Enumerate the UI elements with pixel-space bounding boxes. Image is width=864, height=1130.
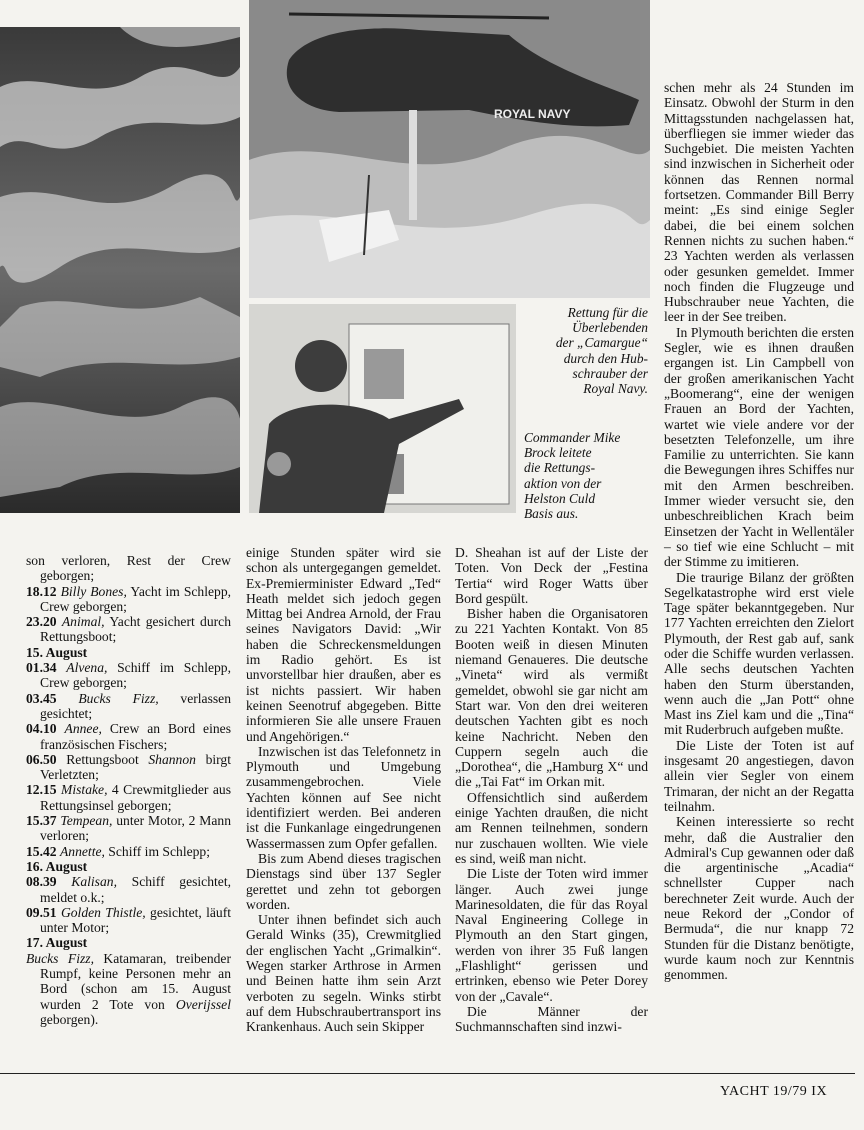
log-entry: 23.20 Animal, Yacht gesichert durch Rettungsboot;	[26, 614, 231, 645]
footer-rule	[0, 1073, 855, 1074]
commander-caption: Commander Mike Brock leitete die Rettungs- aktion von der Helston Culd Basis aus.	[524, 430, 621, 522]
page-footer: YACHT 19/79 IX	[720, 1084, 828, 1099]
log-entry: 04.10 Annee, Crew an Bord eines französischen Fischers;	[26, 721, 231, 752]
log-entry: 15.42 Annette, Schiff im Schlepp;	[26, 843, 210, 859]
paragraph: In Plymouth berichten die ersten Segler, wie es ihnen draußen ergangen ist. Lin Campbell von der großen amerikanischen Yacht „Boomerang“, eine der wenigen Frauen an Bord der Yachten, wartet wie viele andere vor der besetzten Telefonzelle, um ihre Familie zu unterrichten. Sie kann die Bewegungen ihres Schiffes nur mit den Armen beschreiben. Immer wieder versucht sie, den unbeschreiblichen Krach beim Einsetzen der Yacht in Wellentäler – so tief wie eine Schlucht – mit der Stimme zu imitieren.	[664, 324, 855, 570]
paragraph: Bisher haben die Organisatoren zu 221 Yachten Kontakt. Von 85 Booten weiß in diesen Minuten niemand Genaueres. Die deutsche „Vineta“ wird als vermißt gemeldet, obwohl sie gar nicht am Start war. Von den drei weiteren deutschen Yachten gibt es noch keine Nachricht. Neben den Cuppern segeln auch die „Dorothea“, die „Hamburg X“ und die „Tai Fat“ im Orkan mit.	[455, 606, 648, 790]
rescue-caption: Rettung für die Überlebenden der „Camargue“ durch den Hub- schrauber der Royal Navy.	[555, 305, 648, 397]
log-day-heading: 16. August	[26, 858, 88, 874]
helicopter-marking: ROYAL NAVY	[494, 107, 571, 121]
log-entry: 18.12 Billy Bones, Yacht im Schlepp, Crew geborgen;	[26, 583, 232, 614]
rescue-log	[26, 553, 231, 1027]
log-entry: 03.45 Bucks Fizz, verlassen gesichtet;	[26, 690, 232, 721]
paragraph: Die Liste der Toten wird immer länger. Auch zwei junge Marinesoldaten, die für das Royal Naval Engineering College in Plymouth an den Start gingen, werden von ihrer 35 Fuß langen „Flashlight“ gerissen und ertrinken, ebenso wie Peter Dorey von der „Cavale“.	[455, 866, 648, 1004]
commander-photo	[249, 304, 516, 513]
log-day-heading: 17. August	[26, 935, 88, 951]
log-entry: son verloren, Rest der Crew geborgen;	[26, 553, 231, 584]
paragraph: Inzwischen ist das Telefonnetz in Plymouth und Umgebung zusammengebrochen. Viele Yachten können auf See nicht identifiziert werden. Bei anderen ist die Funkanlage eingedrungenen Wassermassen zum Opfer gefallen.	[246, 743, 441, 851]
log-day-heading: 15. August	[26, 644, 88, 660]
helicopter-photo	[249, 0, 650, 298]
paragraph: Bis zum Abend dieses tragischen Dienstags sind über 137 Segler gerettet und zehn tot geborgen worden.	[246, 850, 441, 912]
article-column-2	[246, 545, 441, 1035]
log-entry: 12.15 Mistake, 4 Crewmitglieder aus Rettungsinsel geborgen;	[26, 782, 231, 813]
article-column-3	[455, 545, 648, 1035]
log-entry: 15.37 Tempean, unter Motor, 2 Mann verloren;	[26, 813, 232, 844]
sea-photo	[0, 27, 240, 513]
log-entry: 06.50 Rettungsboot Shannon birgt Verletzten;	[26, 751, 231, 783]
paragraph: schen mehr als 24 Stunden im Einsatz. Obwohl der Sturm in den Mittagsstunden nachgelassen hat, überfliegen sie immer wieder das Suchgebiet. Die meisten Yachten sind inzwischen in Sicherheit oder können das Rennen normal fortsetzen. Commander Bill Berry meint: „Es sind einige Segler dabei, die bei einem solchen Rennen nichts zu suchen haben.“ 23 Yachten werden als verlassen oder gesunken gemeldet. Immer noch finden die Flugzeuge und Hubschrauber neue Yachten, die leer in der See treiben.	[664, 80, 854, 325]
paragraph: Offensichtlich sind außerdem einige Yachten draußen, die nicht am Rennen teilnehmen, sondern nur zuschauen wollten. Wie viele es sind, weiß man nicht.	[455, 789, 648, 866]
log-entry: Bucks Fizz, Katamaran, treibender Rumpf, keine Personen mehr an Bord (schon am 15. August wurden 2 Tote von Overijssel geborgen).	[26, 950, 231, 1027]
paragraph: einige Stunden später wird sie schon als untergegangen gemeldet. Ex-Premierminister Edward „Ted“ Heath meldet sich jedoch gegen Mittag bei Andrea Arnold, der Frau seines Navigators David: „Wir haben die Schreckensmeldungen im Radio gehört. Es ist unvorstellbar hier draußen, aber es ist nichts passiert. Wir haben keinen Seenotruf abgegeben. Bitte informieren Sie alle unsere Frauen und Angehörigen.“	[246, 545, 441, 744]
paragraph: Die Männer der Suchmannschaften sind inzwi-	[455, 1003, 648, 1035]
log-entry: 09.51 Golden Thistle, gesichtet, läuft unter Motor;	[26, 904, 232, 936]
article-column-4	[664, 80, 854, 983]
log-entry: 01.34 Alvena, Schiff im Schlepp, Crew geborgen;	[26, 660, 232, 691]
log-entry: 08.39 Kalisan, Schiff gesichtet, meldet o.k.;	[26, 874, 231, 905]
paragraph: Die Liste der Toten ist auf insgesamt 20 angestiegen, davon allein vier Segler von einem Trimaran, der nicht an der Regatta teilnahm.	[664, 737, 854, 814]
paragraph: Keinen interessierte so recht mehr, daß die Australier den Admiral's Cup gewannen oder daß die argentinische „Acadia“ schnellster Cupper nach berechneter Zeit wurde. Auch der neue Rekord der „Condor of Bermuda“, die nur knapp 72 Stunden für die Distanz benötigte, wurde kaum noch zur Kenntnis genommen.	[664, 814, 854, 983]
paragraph: D. Sheahan ist auf der Liste der Toten. Von Deck der „Festina Tertia“ wird Roger Watts über Bord gespült.	[455, 545, 648, 606]
paragraph: Die traurige Bilanz der größten Segelkatastrophe wird erst viele Tage später bekanntgegeben. Nur 177 Yachten erreichten den Zielort Plymouth, der Rest gab auf, sank oder die Schiffe wurden verlassen. Alle sechs deutschen Yachten haben den Sturm überstanden, wenn auch die „Jan Pott“ ohne Mast ins Ziel kam und die „Tina“ mit Ruderbruch aufgeben mußte.	[664, 569, 854, 738]
paragraph: Unter ihnen befindet sich auch Gerald Winks (35), Crewmitglied der englischen Yacht „Grimalkin“. Wegen starker Arthrose in Armen und Beinen hatte ihm sein Arzt verboten zu segeln. Winks stirbt auf dem Hubschraubertransport ins Krankenhaus. Auch sein Skipper	[246, 912, 441, 1035]
